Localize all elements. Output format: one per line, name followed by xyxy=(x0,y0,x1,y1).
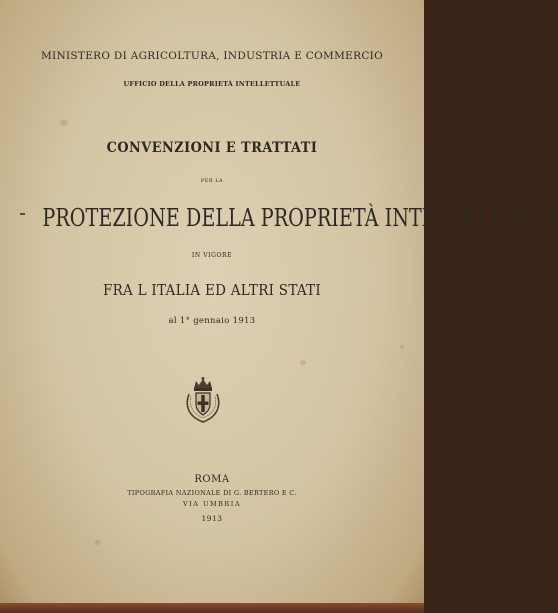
countries-heading: FRA L ITALIA ED ALTRI STATI xyxy=(102,281,322,299)
page-bottom-edge xyxy=(0,603,424,613)
printer: TIPOGRAFIA NAZIONALE DI G. BERTERO E C. xyxy=(127,489,297,497)
foxing-spot xyxy=(60,120,68,126)
city: ROMA xyxy=(194,474,230,485)
margin-mark xyxy=(20,213,25,215)
per-la-text: PER LA xyxy=(200,178,224,184)
document-title: CONVENZIONI E TRATTATI xyxy=(106,140,318,156)
street: VIA UMBRIA xyxy=(182,500,242,508)
publication-year: 1913 xyxy=(201,514,223,523)
ministry-heading: MINISTERO DI AGRICOLTURA, INDUSTRIA E COMMERCIO xyxy=(40,50,384,62)
foxing-spot xyxy=(95,540,100,545)
foxing-spot xyxy=(400,345,404,349)
subject-heading: PROTEZIONE DELLA PROPRIETÀ INTELLETTUALE xyxy=(42,204,558,232)
foxing-spot xyxy=(300,360,306,365)
office-heading: UFFICIO DELLA PROPRIETÀ INTELLETTUALE xyxy=(123,80,301,88)
effective-date: al 1° gennaio 1913 xyxy=(168,316,256,326)
in-vigore-text: IN VIGORE xyxy=(191,252,233,259)
savoy-crest-icon xyxy=(183,376,223,424)
